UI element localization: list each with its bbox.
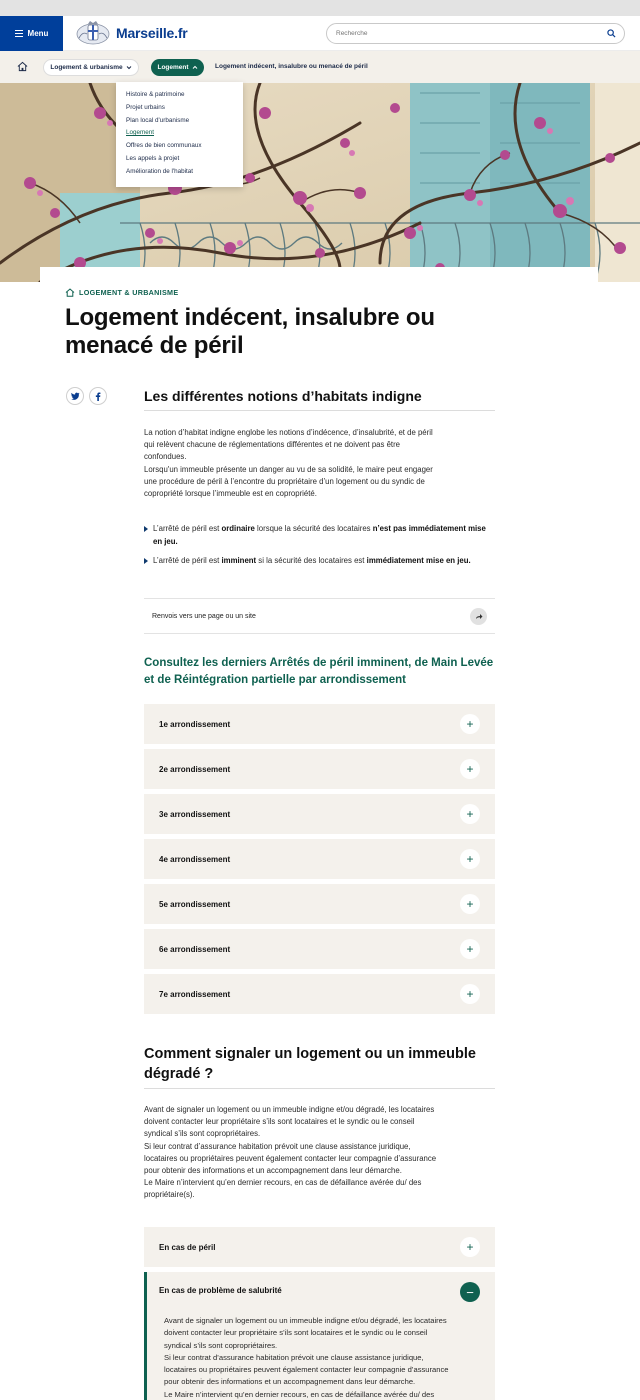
plus-icon[interactable]: + [460,804,480,824]
section-heading-arretes: Consultez les derniers Arrêtés de péril imminent, de Main Levée et de Réintégration partielle par arrondissement [144,657,494,686]
site-logo[interactable] [75,20,188,46]
accordion-item-peril[interactable] [144,1227,495,1267]
paragraph-line: syndical s’ils sont copropriétaires. [164,1340,278,1350]
paragraph-line: Avant de signaler un logement ou un immeuble indigne et/ou dégradé, les locataires [164,1316,447,1325]
breadcrumb-subsection-label: Logement [157,64,189,71]
bullet-strong: imminent [221,556,257,565]
accordion-item-1[interactable] [144,704,495,744]
hamburger-icon [15,30,23,37]
breadcrumb-section-label: Logement & urbanisme [50,64,123,71]
plus-icon[interactable]: + [460,984,480,1004]
page-kicker-label: LOGEMENT & URBANISME [79,288,179,297]
section1-paragraph [144,427,496,500]
facebook-share-button[interactable] [89,387,107,405]
logo-text: Marseille.fr [116,25,188,41]
dropdown-item-logement[interactable]: Logement [126,129,155,137]
chevron-up-icon [192,65,198,70]
paragraph-line: qui relèvent chacune de réglementations différentes et ne doivent pas être [144,440,401,450]
dropdown-item-appels[interactable]: Les appels à projet [126,154,180,162]
plus-icon[interactable]: + [460,849,480,869]
menu-button-label: Menu [27,29,49,38]
external-link-row[interactable] [144,598,495,634]
external-link-label: Renvois vers une page ou un site [152,612,256,620]
accordion-label: 3e arrondissement [159,809,231,819]
site-header [0,16,640,51]
accordion-item-4[interactable] [144,839,495,879]
bullet-text: lorsque la sécurité des locataires [254,524,373,533]
section-divider [144,1088,495,1089]
breadcrumb-section-button[interactable] [43,59,139,76]
home-icon [65,288,75,297]
subsection-dropdown [116,82,243,187]
section-divider [144,410,495,411]
paragraph-line: syndical s’ils sont copropriétaires. [144,1129,261,1139]
accordion-content [164,1315,484,1400]
bullet-strong: ordinaire [221,524,255,533]
browser-top-strip [0,0,640,16]
accordion-item-5[interactable] [144,884,495,924]
home-icon[interactable] [17,61,28,72]
accordion-label: 7e arrondissement [159,989,231,999]
paragraph-line: Lorsqu'un immeuble présente un danger au vu de sa solidité, le maire peut engager [144,464,433,474]
breadcrumb-current: Logement indécent, insalubre ou menacé de péril [215,63,368,70]
paragraph-line: pour obtenir des informations et un accompagnement dans leur démarche. [164,1377,416,1387]
twitter-icon [71,392,80,400]
city-seal-icon [75,20,111,46]
paragraph-line: pour obtenir des informations et un accompagnement dans leur démarche. [144,1166,402,1176]
menu-button[interactable] [0,16,63,51]
bullet-text: L’arrêté de péril est [153,556,222,565]
bullet-item-imminent [144,555,496,568]
hero-illustration [0,83,640,282]
accordion-item-6[interactable] [144,929,495,969]
dropdown-item-offres[interactable]: Offres de bien communaux [126,142,202,150]
bullet-strong: immédiatement mise en jeu. [366,556,471,565]
section3-paragraph [144,1104,496,1202]
search-box [326,23,625,44]
paragraph-line: Avant de signaler un logement ou un immeuble indigne et/ou dégradé, les locataires [144,1105,435,1114]
paragraph-line: confondues. [144,452,187,462]
bullet-item-ordinaire [144,523,496,548]
paragraph-line: locataires ou propriétaires peuvent également contacter leur compagnie d’assurance [144,1153,437,1163]
search-icon[interactable] [607,29,616,38]
hero-image [0,83,640,282]
paragraph-line: La notion d’habitat indigne englobe les notions d’indécence, d’insalubrité, et de péril [144,428,433,437]
paragraph-line: copropriété lorsque l’immeuble est en copropriété. [144,489,317,499]
paragraph-line: doivent contacter leur propriétaire s’ils sont locataires et le syndic ou le conseil [144,1117,415,1127]
bullet-text: si la sécurité des locataires est [256,556,367,565]
accordion-label: 6e arrondissement [159,944,231,954]
twitter-share-button[interactable] [66,387,84,405]
accordion-label: 1e arrondissement [159,719,231,729]
plus-icon[interactable]: + [460,714,480,734]
paragraph-line: Si leur contrat d’assurance habitation prévoit une clause assistance juridique, [164,1352,424,1362]
paragraph-line: Le Maire n’intervient qu’en dernier recours, en cas de défaillance avérée du/ des [164,1389,435,1399]
section-heading-signaler: Comment signaler un logement ou un immeuble dégradé ? [144,1046,476,1082]
accordion-label: 4e arrondissement [159,854,231,864]
share-arrow-icon[interactable] [470,608,487,625]
bullet-text: L’arrêté de péril est [153,524,222,533]
paragraph-line: propriétaire(s). [144,1190,195,1200]
page-frame [0,16,640,1400]
dropdown-item-projet-urbains[interactable]: Projet urbains [126,103,165,111]
plus-icon[interactable]: + [460,894,480,914]
dropdown-item-plan-local[interactable]: Plan local d'urbanisme [126,116,190,124]
accordion-item-7[interactable] [144,974,495,1014]
breadcrumb [0,51,640,83]
accordion-label: En cas de péril [159,1242,216,1252]
breadcrumb-subsection-button[interactable] [151,59,204,76]
paragraph-line: Si leur contrat d’assurance habitation prévoit une clause assistance juridique, [144,1141,411,1151]
accordion-item-2[interactable] [144,749,495,789]
paragraph-line: doivent contacter leur propriétaire s’ils sont locataires et le syndic ou le conseil [164,1328,428,1338]
plus-icon[interactable]: + [460,939,480,959]
bullet-strong: n’est pas immédiatement mise en jeu. [153,524,486,546]
page-kicker[interactable] [65,288,178,297]
plus-icon[interactable]: + [460,1237,480,1257]
paragraph-line: locataires ou propriétaires peuvent également contacter leur compagnie d’assurance [164,1365,449,1375]
paragraph-line: une procédure de péril à l’encontre du propriétaire d’un logement ou du syndic de [144,476,425,486]
accordion-item-3[interactable] [144,794,495,834]
facebook-icon [95,392,101,401]
plus-icon[interactable]: + [460,759,480,779]
page-title: Logement indécent, insalubre ou menacé de péril [65,304,435,359]
accordion-label[interactable]: En cas de problème de salubrité [159,1286,282,1295]
chevron-down-icon [126,65,132,70]
section-heading-notions: Les différentes notions d’habitats indigne [144,388,422,404]
search-input[interactable] [336,30,586,37]
dropdown-item-histoire[interactable]: Histoire & patrimoine [126,91,185,98]
dropdown-item-amelioration[interactable]: Amélioration de l'habitat [126,167,194,175]
accordion-label: 5e arrondissement [159,899,231,909]
accordion-label: 2e arrondissement [159,764,231,774]
accordion-item-salubrite [144,1272,495,1400]
minus-icon[interactable]: − [460,1282,480,1302]
paragraph-line: Le Maire n’intervient qu’en dernier recours, en cas de défaillance avérée du/ des [144,1178,422,1188]
